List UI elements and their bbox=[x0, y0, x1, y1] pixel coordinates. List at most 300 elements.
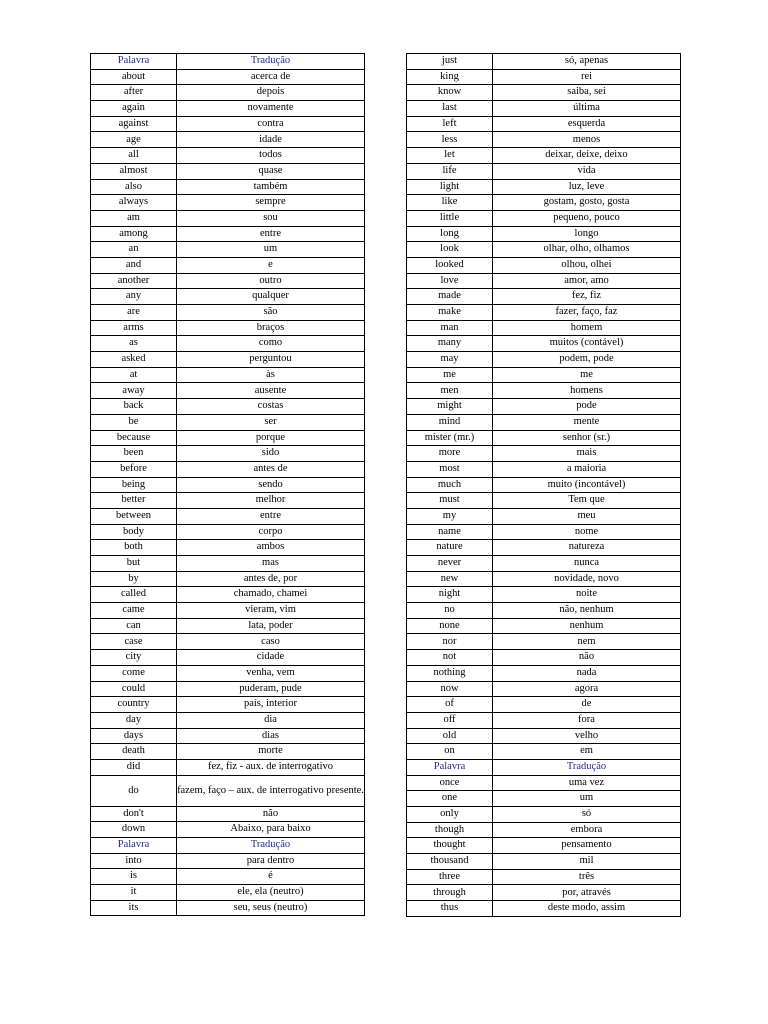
table-row bbox=[407, 728, 681, 744]
table-row bbox=[407, 163, 681, 179]
table-row bbox=[407, 697, 681, 713]
table-row bbox=[91, 242, 365, 258]
vocabulary-table-right bbox=[406, 53, 681, 917]
table-row bbox=[91, 524, 365, 540]
table-row bbox=[407, 869, 681, 885]
word-cell: light bbox=[407, 179, 493, 195]
table-row bbox=[407, 54, 681, 70]
word-cell: day bbox=[91, 712, 177, 728]
translation-cell: sendo bbox=[177, 477, 365, 493]
table-row bbox=[407, 524, 681, 540]
table-row bbox=[91, 477, 365, 493]
table-row bbox=[407, 226, 681, 242]
word-cell: are bbox=[91, 305, 177, 321]
table-row bbox=[407, 681, 681, 697]
translation-cell: depois bbox=[177, 85, 365, 101]
translation-cell: em bbox=[493, 744, 681, 760]
word-cell: off bbox=[407, 712, 493, 728]
word-cell: country bbox=[91, 697, 177, 713]
translation-cell: às bbox=[177, 367, 365, 383]
translation-cell: são bbox=[177, 305, 365, 321]
word-cell: could bbox=[91, 681, 177, 697]
vocabulary-table-left-body bbox=[91, 54, 365, 916]
translation-cell: caso bbox=[177, 634, 365, 650]
word-cell: between bbox=[91, 508, 177, 524]
translation-cell: podem, pode bbox=[493, 352, 681, 368]
table-row bbox=[407, 838, 681, 854]
table-row bbox=[91, 101, 365, 117]
table-row bbox=[91, 367, 365, 383]
word-cell: like bbox=[407, 195, 493, 211]
table-row bbox=[91, 210, 365, 226]
translation-cell: não bbox=[177, 806, 365, 822]
table-row bbox=[91, 85, 365, 101]
table-row bbox=[91, 681, 365, 697]
translation-cell: como bbox=[177, 336, 365, 352]
table-row bbox=[91, 634, 365, 650]
translation-cell: pequeno, pouco bbox=[493, 210, 681, 226]
word-cell: know bbox=[407, 85, 493, 101]
table-row bbox=[91, 148, 365, 164]
table-row bbox=[407, 273, 681, 289]
header-word-cell: Palavra bbox=[91, 838, 177, 854]
table-row bbox=[407, 257, 681, 273]
word-cell: its bbox=[91, 900, 177, 916]
table-row bbox=[407, 634, 681, 650]
word-cell: away bbox=[91, 383, 177, 399]
table-row bbox=[91, 885, 365, 901]
table-row bbox=[91, 116, 365, 132]
translation-cell: noite bbox=[493, 587, 681, 603]
table-row bbox=[91, 399, 365, 415]
word-cell: most bbox=[407, 461, 493, 477]
table-row bbox=[91, 712, 365, 728]
table-header-row bbox=[91, 54, 365, 70]
table-row bbox=[407, 791, 681, 807]
table-row bbox=[91, 352, 365, 368]
translation-cell: também bbox=[177, 179, 365, 195]
table-row bbox=[91, 179, 365, 195]
word-cell: come bbox=[91, 665, 177, 681]
translation-cell: deste modo, assim bbox=[493, 901, 681, 917]
table-row bbox=[91, 822, 365, 838]
translation-cell: entre bbox=[177, 226, 365, 242]
word-cell: be bbox=[91, 414, 177, 430]
translation-cell: todos bbox=[177, 148, 365, 164]
translation-cell: embora bbox=[493, 822, 681, 838]
word-cell: old bbox=[407, 728, 493, 744]
translation-cell: fazer, faço, faz bbox=[493, 305, 681, 321]
table-row bbox=[407, 587, 681, 603]
word-cell: name bbox=[407, 524, 493, 540]
translation-cell: nenhum bbox=[493, 618, 681, 634]
translation-cell: mas bbox=[177, 556, 365, 572]
table-row bbox=[407, 603, 681, 619]
table-row bbox=[407, 210, 681, 226]
table-row bbox=[407, 540, 681, 556]
translation-cell: dias bbox=[177, 728, 365, 744]
translation-cell: entre bbox=[177, 508, 365, 524]
translation-cell: deixar, deixe, deixo bbox=[493, 148, 681, 164]
translation-cell: homens bbox=[493, 383, 681, 399]
translation-cell: rei bbox=[493, 69, 681, 85]
word-cell: none bbox=[407, 618, 493, 634]
table-row bbox=[91, 618, 365, 634]
table-row bbox=[407, 885, 681, 901]
word-cell: left bbox=[407, 116, 493, 132]
word-cell: long bbox=[407, 226, 493, 242]
translation-cell: muitos (contável) bbox=[493, 336, 681, 352]
word-cell: is bbox=[91, 869, 177, 885]
translation-cell: esquerda bbox=[493, 116, 681, 132]
translation-cell: porque bbox=[177, 430, 365, 446]
table-row bbox=[91, 320, 365, 336]
translation-cell: um bbox=[493, 791, 681, 807]
word-cell: all bbox=[91, 148, 177, 164]
table-row bbox=[407, 461, 681, 477]
word-cell: being bbox=[91, 477, 177, 493]
word-cell: also bbox=[91, 179, 177, 195]
header-translation-cell: Tradução bbox=[493, 759, 681, 775]
word-cell: called bbox=[91, 587, 177, 603]
translation-cell: perguntou bbox=[177, 352, 365, 368]
word-cell: an bbox=[91, 242, 177, 258]
translation-cell: só bbox=[493, 807, 681, 823]
translation-cell: ser bbox=[177, 414, 365, 430]
table-row bbox=[407, 305, 681, 321]
word-cell: thus bbox=[407, 901, 493, 917]
translation-cell: saiba, sei bbox=[493, 85, 681, 101]
word-cell: one bbox=[407, 791, 493, 807]
word-cell: am bbox=[91, 210, 177, 226]
table-header-row bbox=[91, 838, 365, 854]
table-row bbox=[407, 132, 681, 148]
translation-cell: natureza bbox=[493, 540, 681, 556]
word-cell: asked bbox=[91, 352, 177, 368]
translation-cell: fez, fiz bbox=[493, 289, 681, 305]
translation-cell: e bbox=[177, 257, 365, 273]
table-row bbox=[407, 744, 681, 760]
word-cell: new bbox=[407, 571, 493, 587]
table-row bbox=[91, 759, 365, 775]
table-row bbox=[91, 69, 365, 85]
table-row bbox=[91, 461, 365, 477]
table-row bbox=[407, 665, 681, 681]
table-row bbox=[407, 148, 681, 164]
table-row bbox=[91, 650, 365, 666]
word-cell: let bbox=[407, 148, 493, 164]
word-cell: night bbox=[407, 587, 493, 603]
translation-cell: seu, seus (neutro) bbox=[177, 900, 365, 916]
translation-cell: menos bbox=[493, 132, 681, 148]
table-row bbox=[407, 901, 681, 917]
table-header-row bbox=[407, 759, 681, 775]
translation-cell: corpo bbox=[177, 524, 365, 540]
table-row bbox=[91, 305, 365, 321]
word-cell: much bbox=[407, 477, 493, 493]
translation-cell: ele, ela (neutro) bbox=[177, 885, 365, 901]
translation-cell: última bbox=[493, 101, 681, 117]
table-row bbox=[407, 367, 681, 383]
translation-cell: quase bbox=[177, 163, 365, 179]
header-translation-cell: Tradução bbox=[177, 838, 365, 854]
word-cell: not bbox=[407, 650, 493, 666]
word-cell: make bbox=[407, 305, 493, 321]
table-row bbox=[91, 603, 365, 619]
word-cell: body bbox=[91, 524, 177, 540]
translation-cell: é bbox=[177, 869, 365, 885]
translation-cell: não bbox=[493, 650, 681, 666]
translation-cell: sempre bbox=[177, 195, 365, 211]
translation-cell: um bbox=[177, 242, 365, 258]
translation-cell: homem bbox=[493, 320, 681, 336]
word-cell: me bbox=[407, 367, 493, 383]
table-row bbox=[91, 195, 365, 211]
word-cell: only bbox=[407, 807, 493, 823]
word-cell: did bbox=[91, 759, 177, 775]
word-cell: thousand bbox=[407, 854, 493, 870]
vocabulary-table-right-body bbox=[407, 54, 681, 917]
word-cell: of bbox=[407, 697, 493, 713]
word-cell: through bbox=[407, 885, 493, 901]
table-row bbox=[407, 383, 681, 399]
translation-cell: amor, amo bbox=[493, 273, 681, 289]
translation-cell: cidade bbox=[177, 650, 365, 666]
translation-cell: qualquer bbox=[177, 289, 365, 305]
word-cell: do bbox=[91, 775, 177, 806]
word-cell: never bbox=[407, 556, 493, 572]
translation-cell: velho bbox=[493, 728, 681, 744]
table-row bbox=[91, 806, 365, 822]
translation-cell: acerca de bbox=[177, 69, 365, 85]
translation-cell: ausente bbox=[177, 383, 365, 399]
word-cell: though bbox=[407, 822, 493, 838]
vocabulary-table-left bbox=[90, 53, 365, 916]
translation-cell: pensamento bbox=[493, 838, 681, 854]
word-cell: been bbox=[91, 446, 177, 462]
word-cell: down bbox=[91, 822, 177, 838]
table-row bbox=[407, 571, 681, 587]
table-row bbox=[91, 336, 365, 352]
translation-cell: agora bbox=[493, 681, 681, 697]
table-row bbox=[91, 775, 365, 806]
word-cell: as bbox=[91, 336, 177, 352]
translation-cell: venha, vem bbox=[177, 665, 365, 681]
table-row bbox=[407, 650, 681, 666]
word-cell: life bbox=[407, 163, 493, 179]
word-cell: don't bbox=[91, 806, 177, 822]
translation-cell: mil bbox=[493, 854, 681, 870]
word-cell: once bbox=[407, 775, 493, 791]
word-cell: case bbox=[91, 634, 177, 650]
translation-cell: Abaixo, para baixo bbox=[177, 822, 365, 838]
word-cell: more bbox=[407, 446, 493, 462]
translation-cell: outro bbox=[177, 273, 365, 289]
word-cell: again bbox=[91, 101, 177, 117]
table-row bbox=[91, 869, 365, 885]
table-row bbox=[91, 226, 365, 242]
translation-cell: três bbox=[493, 869, 681, 885]
table-row bbox=[407, 556, 681, 572]
translation-cell: gostam, gosto, gosta bbox=[493, 195, 681, 211]
table-row bbox=[407, 289, 681, 305]
table-row bbox=[91, 697, 365, 713]
word-cell: no bbox=[407, 603, 493, 619]
word-cell: and bbox=[91, 257, 177, 273]
translation-cell: para dentro bbox=[177, 853, 365, 869]
translation-cell: sido bbox=[177, 446, 365, 462]
word-cell: but bbox=[91, 556, 177, 572]
table-row bbox=[91, 132, 365, 148]
translation-cell: novidade, novo bbox=[493, 571, 681, 587]
translation-cell: só, apenas bbox=[493, 54, 681, 70]
translation-cell: lata, poder bbox=[177, 618, 365, 634]
translation-cell: nunca bbox=[493, 556, 681, 572]
translation-cell: meu bbox=[493, 508, 681, 524]
word-cell: many bbox=[407, 336, 493, 352]
translation-cell: sou bbox=[177, 210, 365, 226]
word-cell: nothing bbox=[407, 665, 493, 681]
translation-cell: mente bbox=[493, 414, 681, 430]
word-cell: always bbox=[91, 195, 177, 211]
translation-cell: novamente bbox=[177, 101, 365, 117]
translation-cell: fora bbox=[493, 712, 681, 728]
translation-cell: não, nenhum bbox=[493, 603, 681, 619]
table-row bbox=[407, 477, 681, 493]
table-row bbox=[91, 744, 365, 760]
word-cell: might bbox=[407, 399, 493, 415]
word-cell: on bbox=[407, 744, 493, 760]
translation-cell: puderam, pude bbox=[177, 681, 365, 697]
word-cell: may bbox=[407, 352, 493, 368]
word-cell: men bbox=[407, 383, 493, 399]
table-row bbox=[91, 414, 365, 430]
translation-cell: idade bbox=[177, 132, 365, 148]
word-cell: made bbox=[407, 289, 493, 305]
word-cell: nor bbox=[407, 634, 493, 650]
translation-cell: olhou, olhei bbox=[493, 257, 681, 273]
word-cell: because bbox=[91, 430, 177, 446]
word-cell: among bbox=[91, 226, 177, 242]
table-row bbox=[407, 101, 681, 117]
word-cell: thought bbox=[407, 838, 493, 854]
word-cell: little bbox=[407, 210, 493, 226]
translation-cell: uma vez bbox=[493, 775, 681, 791]
header-word-cell: Palavra bbox=[91, 54, 177, 70]
word-cell: before bbox=[91, 461, 177, 477]
translation-cell: costas bbox=[177, 399, 365, 415]
word-cell: another bbox=[91, 273, 177, 289]
translation-cell: muito (incontável) bbox=[493, 477, 681, 493]
table-row bbox=[407, 775, 681, 791]
translation-cell: por, através bbox=[493, 885, 681, 901]
table-row bbox=[91, 587, 365, 603]
translation-cell: me bbox=[493, 367, 681, 383]
word-cell: by bbox=[91, 571, 177, 587]
translation-cell: antes de, por bbox=[177, 571, 365, 587]
word-cell: better bbox=[91, 493, 177, 509]
translation-cell: a maioria bbox=[493, 461, 681, 477]
word-cell: almost bbox=[91, 163, 177, 179]
table-row bbox=[407, 69, 681, 85]
translation-cell: morte bbox=[177, 744, 365, 760]
table-row bbox=[91, 289, 365, 305]
header-word-cell: Palavra bbox=[407, 759, 493, 775]
word-cell: death bbox=[91, 744, 177, 760]
word-cell: can bbox=[91, 618, 177, 634]
word-cell: age bbox=[91, 132, 177, 148]
table-row bbox=[407, 336, 681, 352]
table-row bbox=[407, 807, 681, 823]
word-cell: against bbox=[91, 116, 177, 132]
translation-cell: mais bbox=[493, 446, 681, 462]
table-row bbox=[407, 493, 681, 509]
translation-cell: dia bbox=[177, 712, 365, 728]
word-cell: after bbox=[91, 85, 177, 101]
table-row bbox=[407, 352, 681, 368]
word-cell: man bbox=[407, 320, 493, 336]
translation-cell: olhar, olho, olhamos bbox=[493, 242, 681, 258]
word-cell: nature bbox=[407, 540, 493, 556]
word-cell: arms bbox=[91, 320, 177, 336]
translation-cell: pode bbox=[493, 399, 681, 415]
table-row bbox=[91, 430, 365, 446]
translation-cell: longo bbox=[493, 226, 681, 242]
table-row bbox=[91, 540, 365, 556]
word-cell: looked bbox=[407, 257, 493, 273]
word-cell: about bbox=[91, 69, 177, 85]
translation-cell: ambos bbox=[177, 540, 365, 556]
translation-cell: nem bbox=[493, 634, 681, 650]
translation-cell: país, interior bbox=[177, 697, 365, 713]
translation-cell: senhor (sr.) bbox=[493, 430, 681, 446]
table-row bbox=[407, 242, 681, 258]
word-cell: king bbox=[407, 69, 493, 85]
word-cell: back bbox=[91, 399, 177, 415]
translation-cell: nome bbox=[493, 524, 681, 540]
word-cell: now bbox=[407, 681, 493, 697]
table-row bbox=[91, 728, 365, 744]
translation-cell: fazem, faço – aux. de interrogativo presente. bbox=[177, 775, 365, 806]
table-row bbox=[407, 116, 681, 132]
word-cell: three bbox=[407, 869, 493, 885]
translation-cell: Tem que bbox=[493, 493, 681, 509]
table-row bbox=[407, 399, 681, 415]
translation-cell: braços bbox=[177, 320, 365, 336]
table-row bbox=[91, 257, 365, 273]
translation-cell: de bbox=[493, 697, 681, 713]
word-cell: mind bbox=[407, 414, 493, 430]
table-row bbox=[91, 383, 365, 399]
table-row bbox=[407, 85, 681, 101]
word-cell: mister (mr.) bbox=[407, 430, 493, 446]
translation-cell: contra bbox=[177, 116, 365, 132]
word-cell: came bbox=[91, 603, 177, 619]
table-row bbox=[91, 163, 365, 179]
table-row bbox=[91, 900, 365, 916]
table-row bbox=[407, 822, 681, 838]
table-row bbox=[91, 853, 365, 869]
translation-cell: chamado, chamei bbox=[177, 587, 365, 603]
table-row bbox=[91, 446, 365, 462]
translation-cell: vieram, vim bbox=[177, 603, 365, 619]
translation-cell: antes de bbox=[177, 461, 365, 477]
table-row bbox=[407, 854, 681, 870]
table-row bbox=[91, 493, 365, 509]
table-row bbox=[407, 320, 681, 336]
word-cell: any bbox=[91, 289, 177, 305]
word-cell: at bbox=[91, 367, 177, 383]
